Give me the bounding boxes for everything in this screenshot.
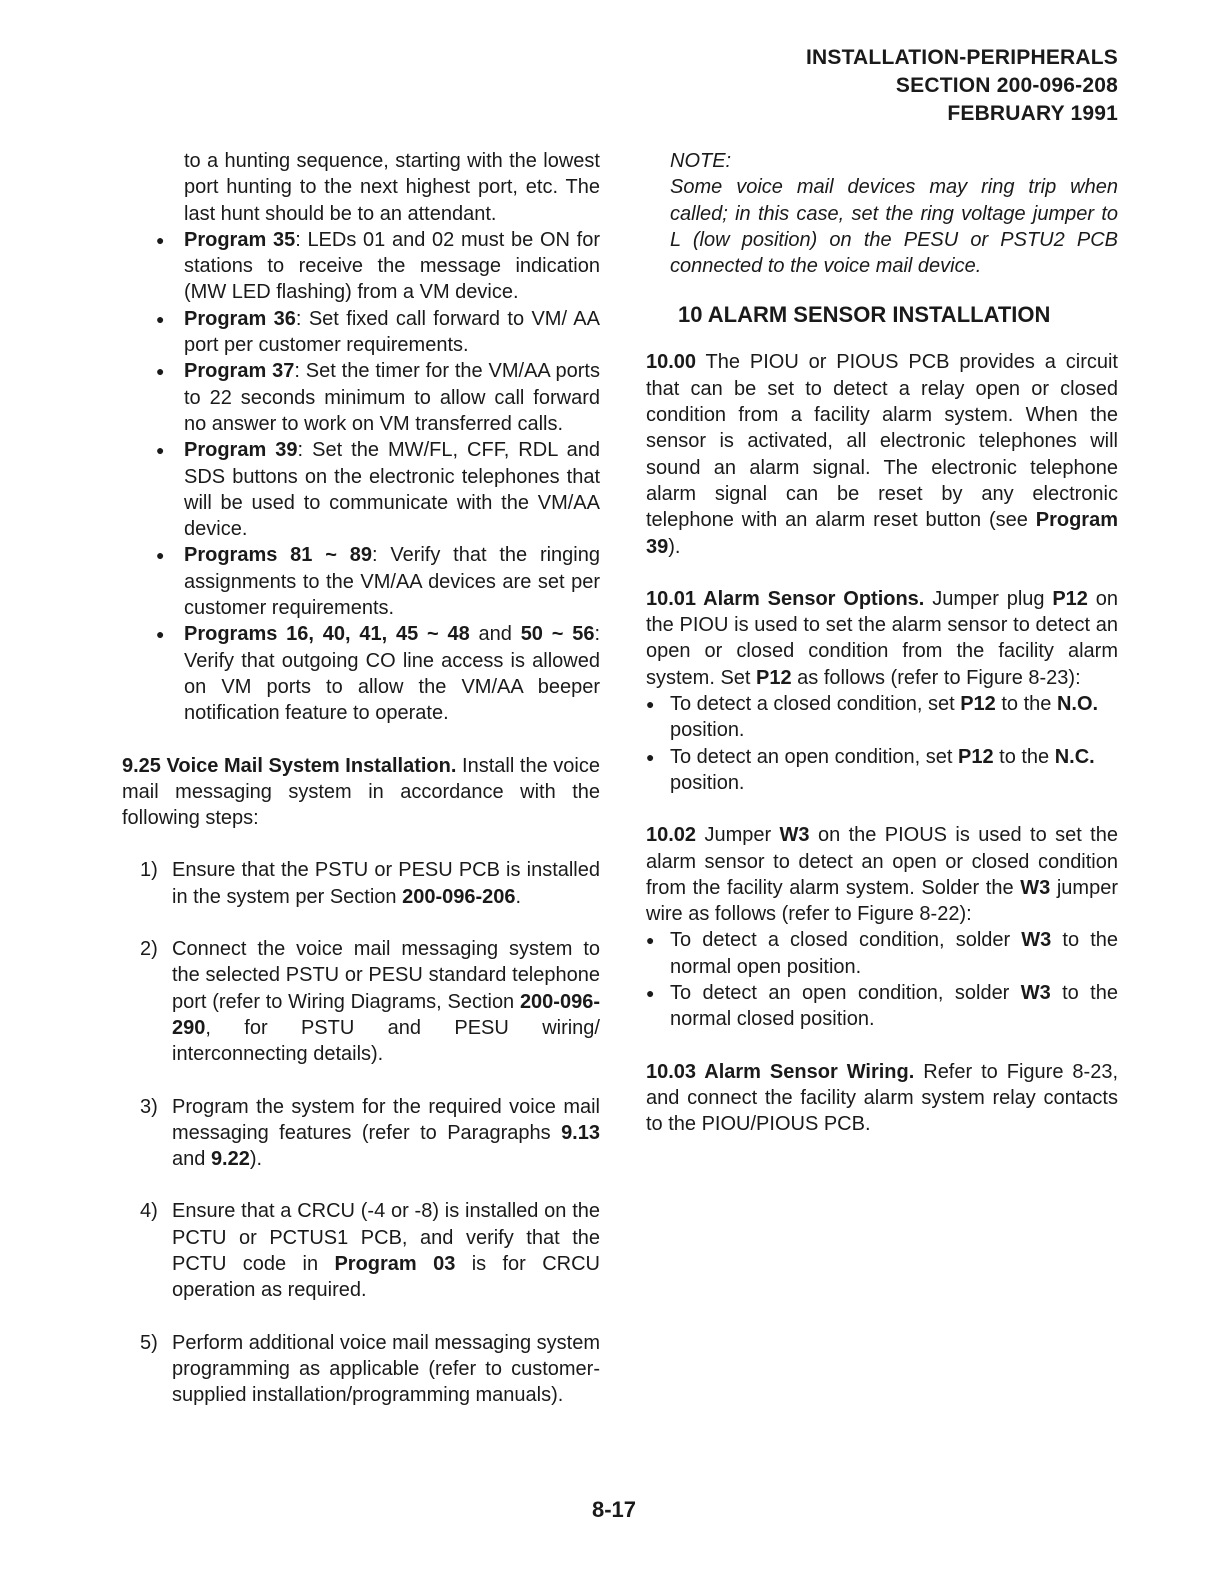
- bullet-programs-81-89: ● Programs 81 ~ 89: Verify that the ringing assignments to the VM/AA devices are set per customer requirements.: [122, 542, 600, 621]
- paragraph-10-03: 10.03 Alarm Sensor Wiring. Refer to Figure 8-23, and connect the facility alarm system relay contacts to the PIOU/PIOUS PCB.: [646, 1060, 1118, 1136]
- continued-text: to a hunting sequence, starting with the lowest port hunting to the next highest port, etc. The last hunt should be to an attendant.: [184, 150, 600, 225]
- paragraph-9-25: 9.25 Voice Mail System Installation. Install the voice mail messaging system in accordance with the following steps:: [122, 754, 600, 830]
- paragraph-10-02: 10.02 Jumper W3 on the PIOUS is used to set the alarm sensor to detect an open or closed condition from the facility alarm system. Solder the W3 jumper wire as follows (refer to Figure 8-22):: [646, 824, 1118, 926]
- bullet-program-35: ● Program 35: LEDs 01 and 02 must be ON for stations to receive the message indication (MW LED flashing) from a VM device.: [122, 227, 600, 306]
- bullet-program-37: ● Program 37: Set the timer for the VM/AA ports to 22 seconds minimum to allow call forward no answer to work on VM transferred calls.: [122, 358, 600, 437]
- paragraph-10-00: 10.00 The PIOU or PIOUS PCB provides a circuit that can be set to detect a relay open or closed condition from a facility alarm system. When the sensor is activated, all electronic telephones will sound an alarm signal. The electronic telephone alarm signal can be reset by any electronic telephone with an alarm reset button (see Program 39).: [646, 351, 1118, 558]
- step-2: 2) Connect the voice mail messaging system to the selected PSTU or PESU standard telephone port (refer to Wiring Diagrams, Section 200-096-290, for PSTU and PESU wiring/ interconnecting details).: [140, 938, 600, 1066]
- bullet-open-p12: ● To detect an open condition, set P12 to the N.C. position.: [646, 744, 1118, 797]
- bullet-program-39: ● Program 39: Set the MW/FL, CFF, RDL and SDS buttons on the electronic telephones that will be used to communicate with the VM/AA device.: [122, 437, 600, 542]
- step-1: 1) Ensure that the PSTU or PESU PCB is installed in the system per Section 200-096-206.: [140, 859, 600, 908]
- step-4: 4) Ensure that a CRCU (-4 or -8) is installed on the PCTU or PCTUS1 PCB, and verify that the PCTU code in Program 03 is for CRCU operation as required.: [140, 1200, 600, 1302]
- page-number: 8-17: [591, 1497, 637, 1522]
- bullet-programs-16-56: ● Programs 16, 40, 41, 45 ~ 48 and 50 ~ 56: Verify that outgoing CO line access is allowed on VM ports to allow the VM/AA beeper notification feature to operate.: [122, 621, 600, 726]
- header-date: FEBRUARY 1991: [947, 102, 1118, 125]
- paragraph-10-01: 10.01 Alarm Sensor Options. Jumper plug P12 on the PIOU is used to set the alarm sensor to detect an open or closed condition from the facility alarm system. Set P12 as follows (refer to Figure 8-23):: [646, 587, 1119, 689]
- header-section: SECTION 200-096-208: [895, 74, 1118, 97]
- bullet-closed-p12: ● To detect a closed condition, set P12 to the N.O. position.: [646, 691, 1118, 744]
- note-text: Some voice mail devices may ring trip when called; in this case, set the ring voltage jumper to L (low position) on the PESU or PSTU2 PCB connected to the voice mail device.: [670, 176, 1118, 278]
- left-column: [122, 148, 600, 1408]
- step-3: 3) Program the system for the required voice mail messaging features (refer to Paragraphs 9.13 and 9.22).: [140, 1095, 600, 1171]
- right-column: [646, 148, 1118, 1138]
- step-5: 5) Perform additional voice mail messaging system programming as applicable (refer to customer-supplied installation/programming manuals).: [140, 1331, 600, 1407]
- bullet-program-36: ● Program 36: Set fixed call forward to VM/ AA port per customer requirements.: [122, 306, 600, 359]
- bullet-closed-w3: ● To detect a closed condition, solder W3 to the normal open position.: [646, 927, 1118, 980]
- bullet-open-w3: ● To detect an open condition, solder W3 to the normal closed position.: [646, 980, 1118, 1033]
- page-header: [806, 44, 1118, 128]
- note-label: NOTE:: [670, 150, 732, 172]
- header-title: INSTALLATION-PERIPHERALS: [805, 46, 1118, 69]
- section-heading: 10 ALARM SENSOR INSTALLATION: [678, 302, 1051, 328]
